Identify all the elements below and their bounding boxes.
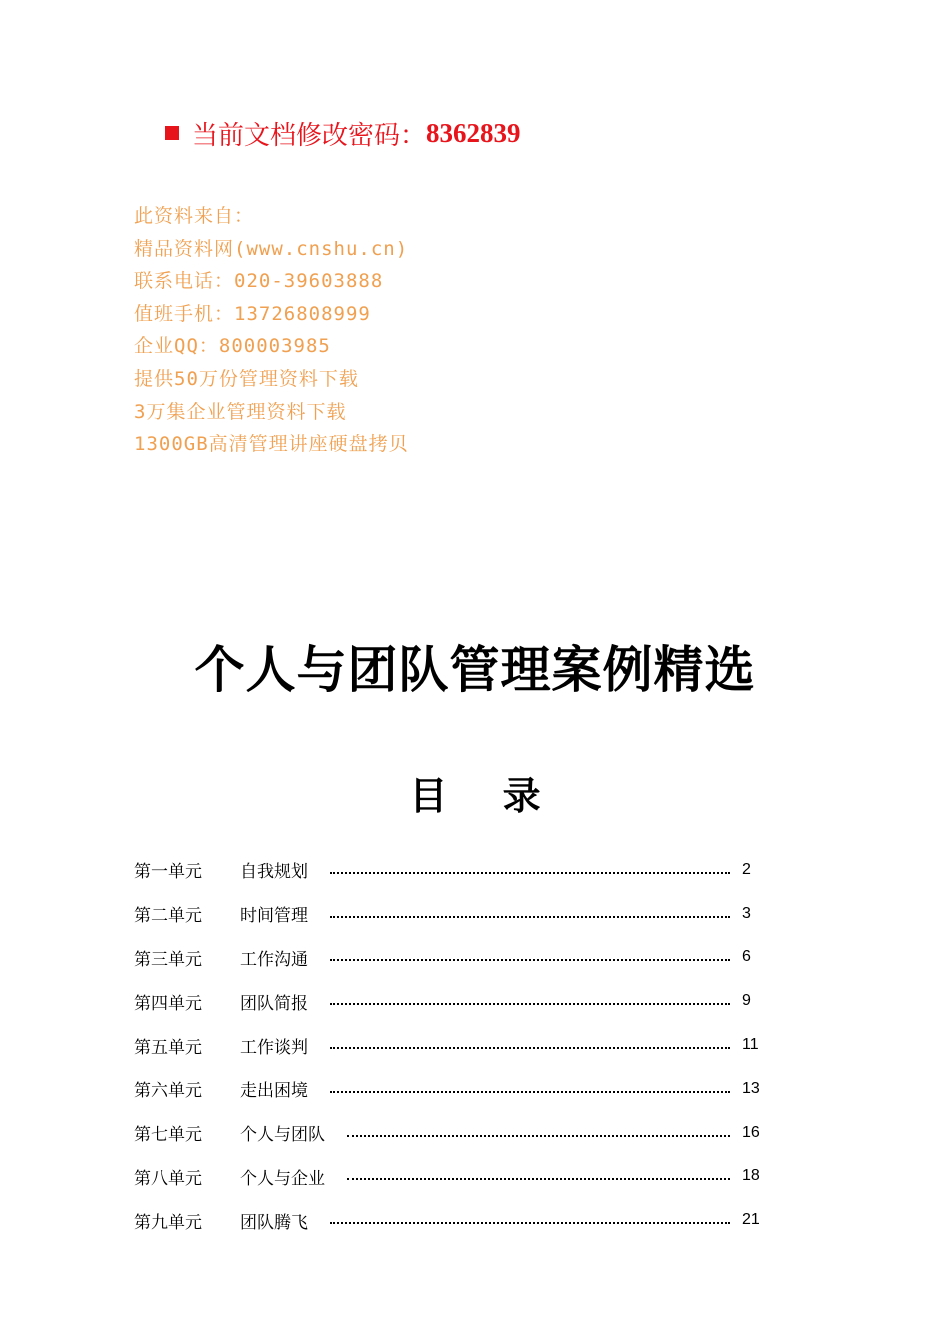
toc-unit: 第一单元 (134, 862, 202, 883)
source-line: 值班手机：13726808999 (134, 302, 371, 325)
toc-leader (330, 1089, 730, 1093)
toc-unit: 第七单元 (134, 1125, 202, 1146)
source-line: 企业QQ：800003985 (134, 335, 331, 358)
toc-unit: 第八单元 (134, 1168, 202, 1189)
toc-leader (330, 957, 730, 961)
toc-entry[interactable] (134, 892, 774, 936)
source-line: 3万集企业管理资料下载 (134, 400, 347, 423)
toc-leader (347, 1133, 730, 1137)
toc-unit: 第五单元 (134, 1037, 202, 1058)
password-notice (165, 114, 521, 152)
toc-entry[interactable] (134, 1067, 774, 1111)
password-code: 8362839 (426, 117, 521, 148)
toc-name: 走出困境 (240, 1081, 308, 1102)
toc-entry[interactable] (134, 979, 774, 1023)
toc-unit: 第三单元 (134, 949, 202, 970)
source-line: 此资料来自： (134, 205, 255, 227)
source-line: 提供50万份管理资料下载 (134, 367, 359, 390)
toc-entry[interactable] (134, 1111, 774, 1155)
toc-name: 时间管理 (240, 906, 308, 927)
source-info (134, 200, 409, 461)
toc-leader (330, 1045, 730, 1049)
toc-name: 团队简报 (240, 993, 308, 1014)
password-label: 当前文档修改密码： (192, 120, 427, 151)
toc-entry[interactable] (134, 936, 774, 980)
toc-page: 9 (742, 992, 751, 1010)
toc-page: 11 (742, 1036, 759, 1054)
source-line: 联系电话：020-39603888 (134, 270, 384, 293)
toc-heading: 目 录 (409, 774, 541, 818)
toc-name: 自我规划 (240, 862, 308, 883)
toc-unit: 第九单元 (134, 1212, 202, 1233)
toc-entry[interactable] (134, 1023, 774, 1067)
toc-page: 2 (742, 860, 751, 878)
source-line: 精品资料网(www.cnshu.cn) (134, 237, 409, 260)
square-bullet-icon (165, 126, 179, 140)
toc-unit: 第四单元 (134, 993, 202, 1014)
toc-page: 16 (742, 1123, 760, 1141)
toc-entry[interactable] (134, 1155, 774, 1199)
toc-entry[interactable] (134, 848, 774, 892)
document-title: 个人与团队管理案例精选 (194, 641, 756, 699)
toc-entry[interactable] (134, 1198, 774, 1242)
toc-page: 13 (742, 1079, 760, 1097)
toc-page: 21 (742, 1211, 760, 1229)
toc-leader (347, 1176, 730, 1180)
toc-page: 3 (742, 904, 751, 922)
toc-name: 个人与企业 (240, 1168, 325, 1189)
toc-unit: 第二单元 (134, 906, 202, 927)
toc-leader (330, 914, 730, 918)
toc-name: 工作谈判 (240, 1037, 308, 1058)
toc-page: 6 (742, 948, 751, 966)
toc-page: 18 (742, 1167, 760, 1185)
toc-unit: 第六单元 (134, 1081, 202, 1102)
toc-name: 工作沟通 (240, 949, 308, 970)
source-line: 1300GB高清管理讲座硬盘拷贝 (134, 433, 409, 456)
table-of-contents (134, 848, 774, 1242)
toc-leader (330, 1001, 730, 1005)
toc-name: 团队腾飞 (240, 1212, 308, 1233)
toc-name: 个人与团队 (240, 1125, 325, 1146)
toc-leader (330, 1220, 730, 1224)
toc-leader (330, 870, 730, 874)
